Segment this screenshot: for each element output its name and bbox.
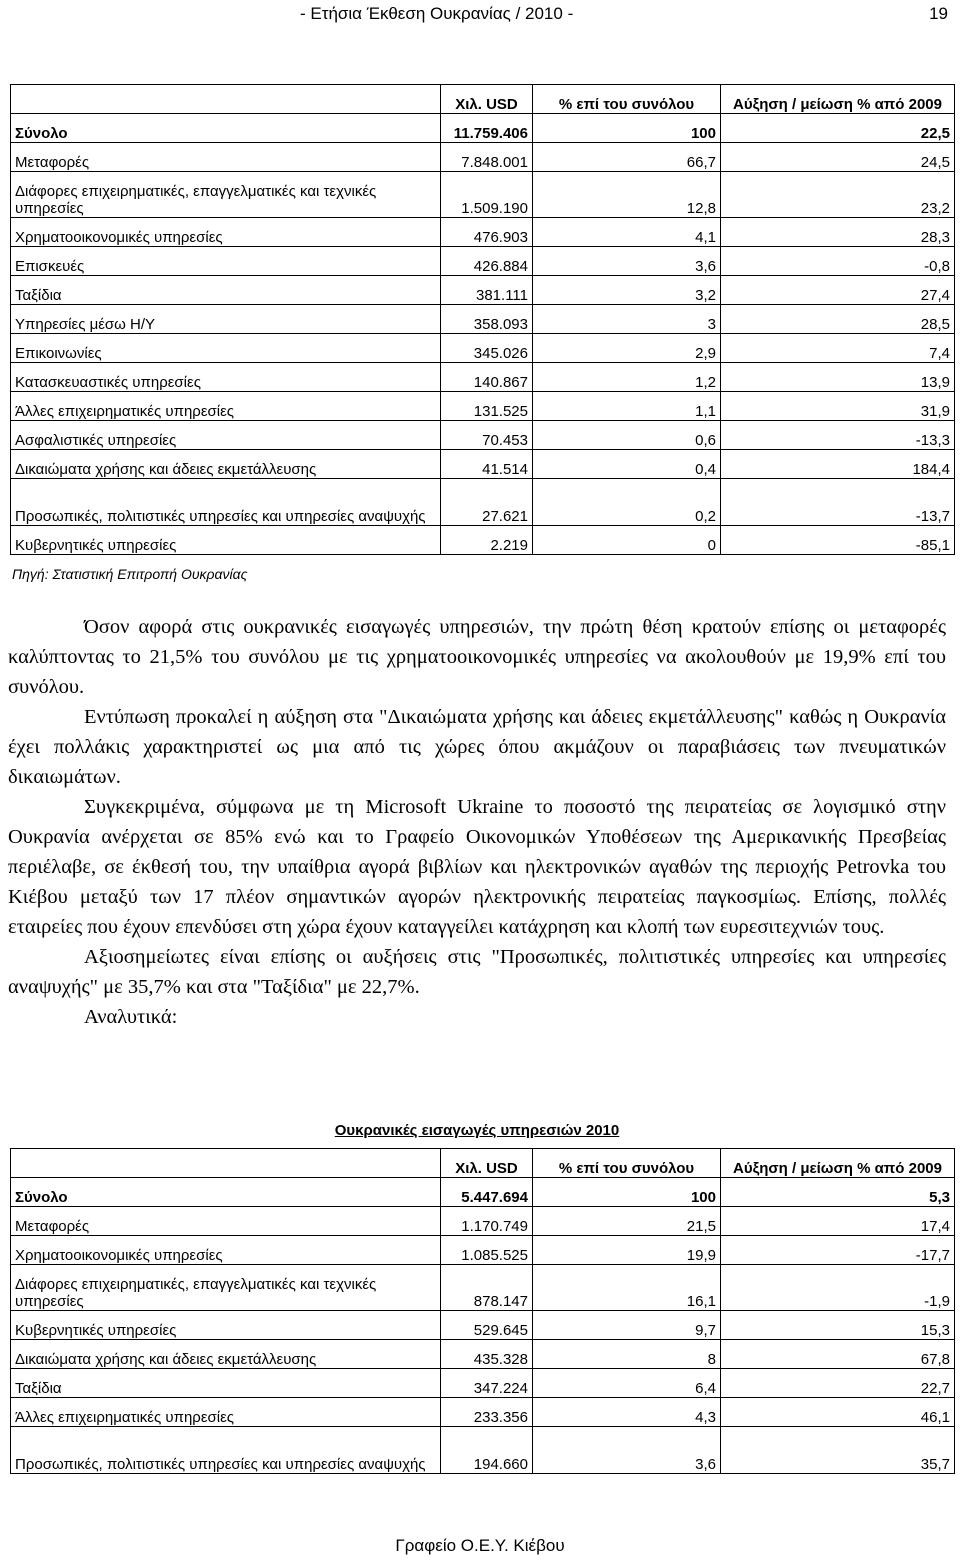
table-row xyxy=(11,1236,955,1265)
table-row xyxy=(11,1369,955,1398)
row-label: Επισκευές xyxy=(11,247,441,276)
cell-change: -13,7 xyxy=(721,479,955,525)
paragraph: Συγκεκριμένα, σύμφωνα με τη Microsoft Ukraine το ποσοστό της πειρατείας σε λογισμικό στην Ουκρανία ανέρχεται σε 85% ενώ και το Γραφείο Οικονομικών Υποθέσεων της Αμερικανικής Πρεσβείας περιέλαβε, σε έκθεσή του, την υπαίθρια αγορά βιβλίων και ηλεκτρονικών αγαθών της περιοχής Petrovka του Κιέβου μεταξύ των 17 πλέον σημαντικών αγορών ηλεκτρονικής πειρατείας παγκοσμίως. Επίσης, πολλές εταιρείες που έχουν επενδύσει στη χώρα έχουν καταγγείλει κατάχρηση και κλοπή των ευρεσιτεχνιών τους. xyxy=(8,796,946,938)
cell-change: 15,3 xyxy=(721,1311,955,1340)
cell-change: 31,9 xyxy=(721,392,955,421)
column-header xyxy=(11,85,441,114)
cell-change: 5,3 xyxy=(721,1178,955,1207)
column-header xyxy=(11,1149,441,1178)
cell-value: 529.645 xyxy=(441,1311,533,1340)
table-row xyxy=(11,1340,955,1369)
table-row xyxy=(11,1311,955,1340)
row-label: Δικαιώματα χρήσης και άδειες εκμετάλλευσης xyxy=(11,1340,441,1369)
cell-change: 17,4 xyxy=(721,1207,955,1236)
cell-change: 28,5 xyxy=(721,305,955,334)
cell-value: 11.759.406 xyxy=(441,114,533,143)
cell-value: 1.085.525 xyxy=(441,1236,533,1265)
cell-change: 35,7 xyxy=(721,1427,955,1473)
row-label: Ασφαλιστικές υπηρεσίες xyxy=(11,421,441,450)
imports-table-title: Ουκρανικές εισαγωγές υπηρεσιών 2010 xyxy=(334,1122,620,1139)
table-row xyxy=(11,479,955,525)
cell-value: 70.453 xyxy=(441,421,533,450)
cell-value: 7.848.001 xyxy=(441,143,533,172)
report-title: - Ετήσια Έκθεση Ουκρανίας / 2010 - xyxy=(300,4,574,23)
cell-change: 7,4 xyxy=(721,334,955,363)
table-header-row xyxy=(11,85,955,114)
table-row xyxy=(11,172,955,218)
row-label: Διάφορες επιχειρηματικές, επαγγελματικές και τεχνικές υπηρεσίες xyxy=(11,1265,441,1311)
row-label: Επικοινωνίες xyxy=(11,334,441,363)
cell-change: 13,9 xyxy=(721,363,955,392)
cell-change: 22,5 xyxy=(721,114,955,143)
cell-change: -85,1 xyxy=(721,525,955,554)
cell-share: 3,6 xyxy=(533,1427,721,1473)
table-row xyxy=(11,450,955,479)
row-label: Σύνολο xyxy=(11,114,441,143)
cell-change: -1,9 xyxy=(721,1265,955,1311)
cell-share: 3,2 xyxy=(533,276,721,305)
cell-share: 6,4 xyxy=(533,1369,721,1398)
row-label: Προσωπικές, πολιτιστικές υπηρεσίες και υπηρεσίες αναψυχής xyxy=(11,1427,441,1473)
table-row xyxy=(11,218,955,247)
cell-share: 100 xyxy=(533,1178,721,1207)
cell-share: 16,1 xyxy=(533,1265,721,1311)
cell-value: 194.660 xyxy=(441,1427,533,1473)
table-row xyxy=(11,305,955,334)
cell-share: 12,8 xyxy=(533,172,721,218)
cell-value: 2.219 xyxy=(441,525,533,554)
row-label: Μεταφορές xyxy=(11,143,441,172)
cell-share: 3,6 xyxy=(533,247,721,276)
table-row xyxy=(11,1207,955,1236)
cell-share: 2,9 xyxy=(533,334,721,363)
table-row xyxy=(11,1265,955,1311)
cell-share: 100 xyxy=(533,114,721,143)
column-header: Χιλ. USD xyxy=(441,1149,533,1178)
page-footer: Γραφείο Ο.Ε.Υ. Κιέβου xyxy=(395,1536,565,1555)
row-label: Μεταφορές xyxy=(11,1207,441,1236)
cell-share: 66,7 xyxy=(533,143,721,172)
cell-value: 27.621 xyxy=(441,479,533,525)
table-row xyxy=(11,1398,955,1427)
table-header-row xyxy=(11,1149,955,1178)
table-row xyxy=(11,421,955,450)
source-note: Πηγή: Στατιστική Επιτροπή Ουκρανίας xyxy=(12,566,248,582)
row-label: Ταξίδια xyxy=(11,276,441,305)
cell-value: 5.447.694 xyxy=(441,1178,533,1207)
cell-change: 22,7 xyxy=(721,1369,955,1398)
cell-value: 345.026 xyxy=(441,334,533,363)
column-header: Αύξηση / μείωση % από 2009 xyxy=(721,1149,955,1178)
cell-change: -17,7 xyxy=(721,1236,955,1265)
cell-share: 9,7 xyxy=(533,1311,721,1340)
table-row xyxy=(11,1427,955,1473)
body-text xyxy=(8,612,946,1032)
table-row xyxy=(11,276,955,305)
row-label: Δικαιώματα χρήσης και άδειες εκμετάλλευσης xyxy=(11,450,441,479)
row-label: Κατασκευαστικές υπηρεσίες xyxy=(11,363,441,392)
cell-value: 1.509.190 xyxy=(441,172,533,218)
row-label: Χρηματοοικονομικές υπηρεσίες xyxy=(11,218,441,247)
cell-share: 3 xyxy=(533,305,721,334)
table-row xyxy=(11,247,955,276)
cell-value: 41.514 xyxy=(441,450,533,479)
cell-value: 426.884 xyxy=(441,247,533,276)
cell-value: 435.328 xyxy=(441,1340,533,1369)
row-label: Προσωπικές, πολιτιστικές υπηρεσίες και υπηρεσίες αναψυχής xyxy=(11,479,441,525)
column-header: Χιλ. USD xyxy=(441,85,533,114)
services-exports-table xyxy=(10,84,955,555)
column-header: % επί του συνόλου xyxy=(533,1149,721,1178)
cell-value: 476.903 xyxy=(441,218,533,247)
cell-share: 0 xyxy=(533,525,721,554)
table-row xyxy=(11,392,955,421)
paragraph: Αναλυτικά: xyxy=(84,1006,178,1028)
cell-share: 0,2 xyxy=(533,479,721,525)
row-label: Κυβερνητικές υπηρεσίες xyxy=(11,525,441,554)
cell-change: -13,3 xyxy=(721,421,955,450)
cell-value: 358.093 xyxy=(441,305,533,334)
column-header: Αύξηση / μείωση % από 2009 xyxy=(721,85,955,114)
paragraph: Όσον αφορά στις ουκρανικές εισαγωγές υπηρεσιών, την πρώτη θέση κρατούν επίσης οι μεταφορές καλύπτοντας το 21,5% του συνόλου με τις χρηματοοικονομικές υπηρεσίες να ακολουθούν με 19,9% επί του συνόλου. xyxy=(8,616,946,698)
row-label: Χρηματοοικονομικές υπηρεσίες xyxy=(11,1236,441,1265)
table-row xyxy=(11,1178,955,1207)
table-row xyxy=(11,363,955,392)
cell-value: 140.867 xyxy=(441,363,533,392)
table-row xyxy=(11,525,955,554)
table-row xyxy=(11,143,955,172)
cell-share: 21,5 xyxy=(533,1207,721,1236)
cell-change: 24,5 xyxy=(721,143,955,172)
cell-value: 131.525 xyxy=(441,392,533,421)
cell-change: 46,1 xyxy=(721,1398,955,1427)
table-row xyxy=(11,114,955,143)
cell-share: 1,2 xyxy=(533,363,721,392)
cell-value: 233.356 xyxy=(441,1398,533,1427)
cell-value: 347.224 xyxy=(441,1369,533,1398)
cell-share: 4,1 xyxy=(533,218,721,247)
services-imports-table xyxy=(10,1148,955,1474)
cell-share: 0,4 xyxy=(533,450,721,479)
row-label: Άλλες επιχειρηματικές υπηρεσίες xyxy=(11,392,441,421)
cell-share: 0,6 xyxy=(533,421,721,450)
cell-share: 4,3 xyxy=(533,1398,721,1427)
row-label: Ταξίδια xyxy=(11,1369,441,1398)
table-row xyxy=(11,334,955,363)
paragraph: Εντύπωση προκαλεί η αύξηση στα "Δικαιώματα χρήσης και άδειες εκμετάλλευσης" καθώς η Ουκρανία έχει πολλάκις χαρακτηριστεί ως μια από τις χώρες όπου ακμάζουν οι παραβιάσεις των πνευματικών δικαιωμάτων. xyxy=(8,706,946,788)
cell-value: 381.111 xyxy=(441,276,533,305)
row-label: Κυβερνητικές υπηρεσίες xyxy=(11,1311,441,1340)
cell-change: 23,2 xyxy=(721,172,955,218)
cell-share: 1,1 xyxy=(533,392,721,421)
cell-change: 27,4 xyxy=(721,276,955,305)
cell-share: 19,9 xyxy=(533,1236,721,1265)
cell-value: 1.170.749 xyxy=(441,1207,533,1236)
page-header xyxy=(0,4,960,26)
row-label: Διάφορες επιχειρηματικές, επαγγελματικές και τεχνικές υπηρεσίες xyxy=(11,172,441,218)
row-label: Υπηρεσίες μέσω Η/Υ xyxy=(11,305,441,334)
cell-value: 878.147 xyxy=(441,1265,533,1311)
cell-change: 28,3 xyxy=(721,218,955,247)
column-header: % επί του συνόλου xyxy=(533,85,721,114)
row-label: Άλλες επιχειρηματικές υπηρεσίες xyxy=(11,1398,441,1427)
cell-share: 8 xyxy=(533,1340,721,1369)
paragraph: Αξιοσημείωτες είναι επίσης οι αυξήσεις στις "Προσωπικές, πολιτιστικές υπηρεσίες και υπηρεσίες αναψυχής" με 35,7% και στα "Ταξίδια" με 22,7%. xyxy=(8,946,946,998)
cell-change: -0,8 xyxy=(721,247,955,276)
row-label: Σύνολο xyxy=(11,1178,441,1207)
page-number: 19 xyxy=(929,4,948,23)
cell-change: 67,8 xyxy=(721,1340,955,1369)
cell-change: 184,4 xyxy=(721,450,955,479)
